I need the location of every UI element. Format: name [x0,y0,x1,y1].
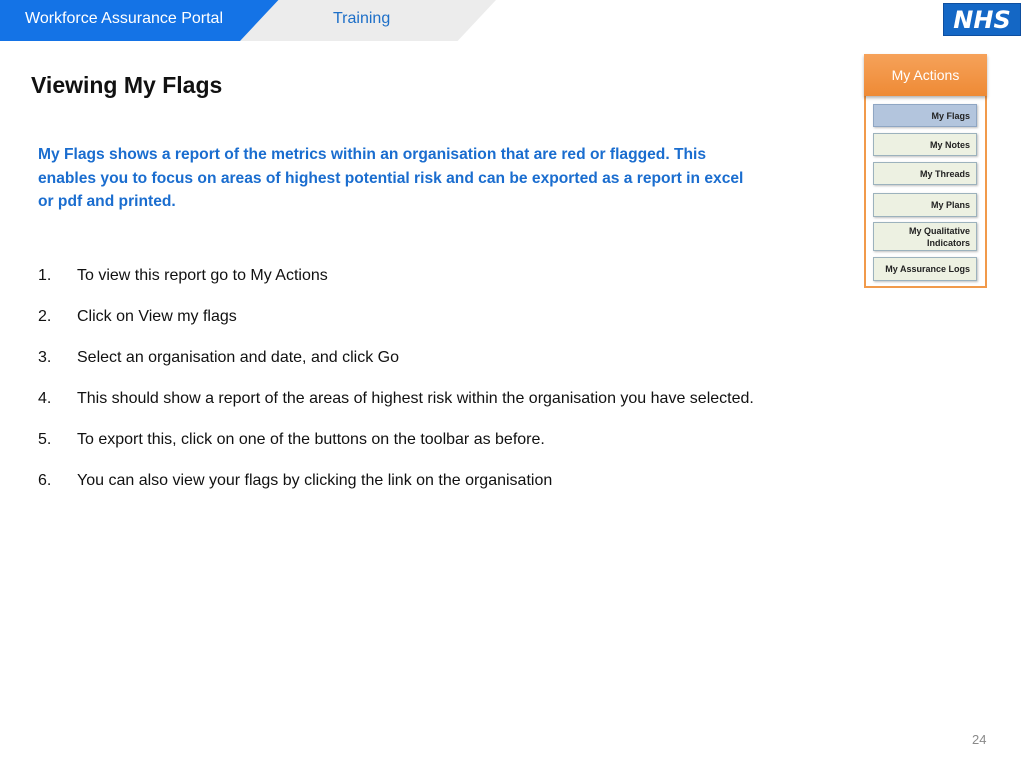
step-text: To view this report go to My Actions [77,267,328,284]
nhs-logo: NHS [943,3,1021,36]
portal-title: Workforce Assurance Portal [25,10,224,27]
my-threads-button[interactable]: My Threads [873,162,977,185]
step-number: 3. [38,349,52,366]
step-item [38,463,758,499]
step-text: Click on View my flags [77,308,237,325]
step-number: 6. [38,472,52,489]
step-item [38,258,758,294]
my-actions-header[interactable]: My Actions [864,54,987,96]
my-flags-button[interactable]: My Flags [873,104,977,127]
step-number: 2. [38,308,52,325]
page-number: 24 [972,732,987,747]
step-number: 4. [38,390,52,407]
step-item [38,422,758,458]
my-qualitative-indicators-button[interactable]: My Qualitative Indicators [873,222,977,251]
step-text: To export this, click on one of the buttons on the toolbar as before. [77,431,545,448]
my-notes-button[interactable]: My Notes [873,133,977,156]
step-text: Select an organisation and date, and click Go [77,349,399,366]
step-text: You can also view your flags by clicking the link on the organisation [77,472,553,489]
my-actions-panel [864,54,987,288]
step-number: 5. [38,431,52,448]
tab-training[interactable]: Training [333,10,391,27]
step-item [38,340,758,376]
steps-list [38,258,758,504]
page-title: Viewing My Flags [31,72,223,98]
my-assurance-logs-button[interactable]: My Assurance Logs [873,257,977,281]
step-item [38,299,758,335]
step-number: 1. [38,267,52,284]
intro-paragraph: My Flags shows a report of the metrics within an organisation that are red or flagged. This enables you to focus on areas of highest potential risk and can be exported as a report in excel or pdf and printed. [38,146,744,210]
my-plans-button[interactable]: My Plans [873,193,977,217]
step-text: This should show a report of the areas of highest risk within the organisation you have selected. [77,390,754,407]
step-item [38,381,758,417]
